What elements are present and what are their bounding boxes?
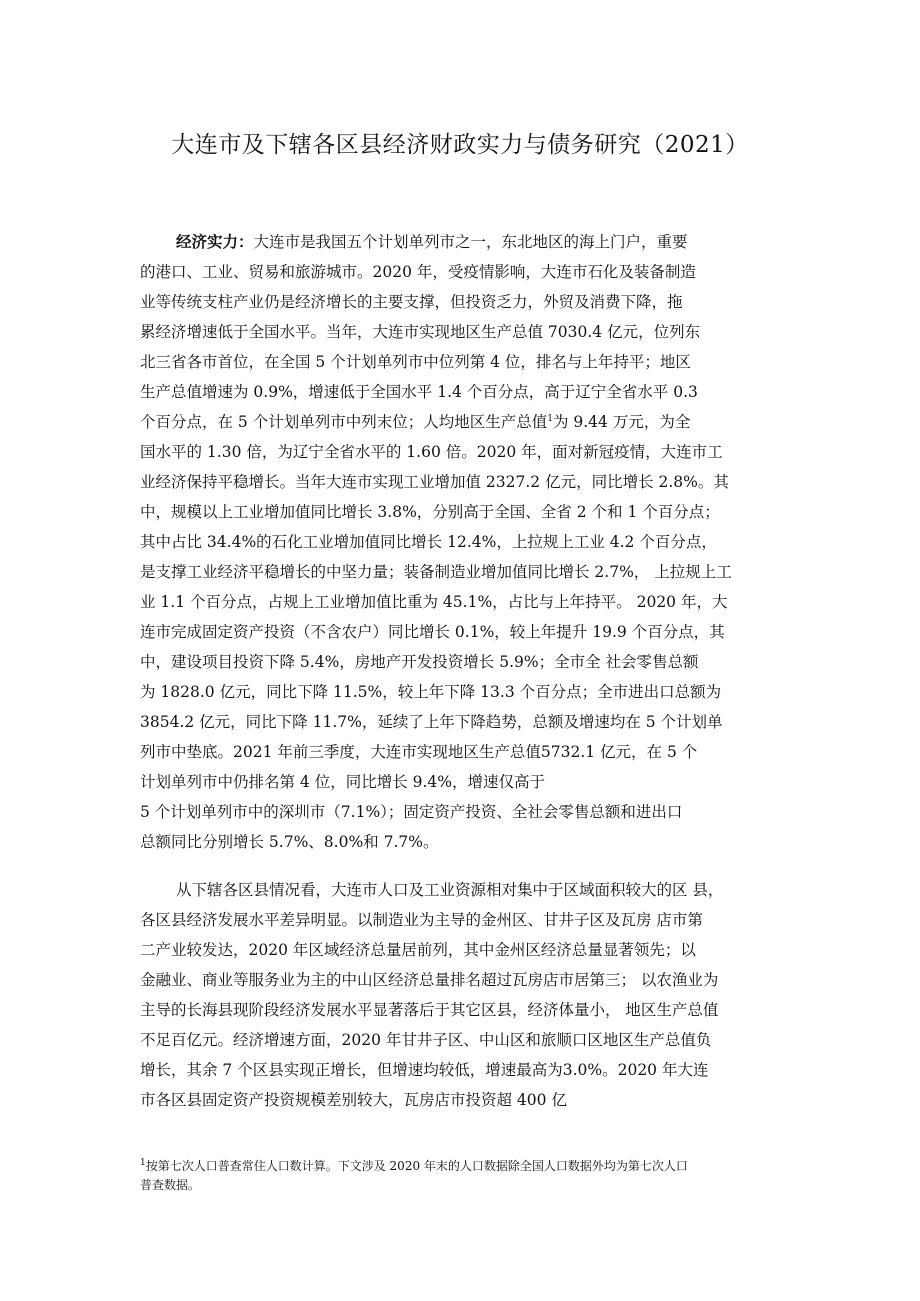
- paragraph-line: 中，建设项目投资下降 5.4%，房地产开发投资增长 5.9%；全市全 社会零售总额: [140, 653, 699, 671]
- paragraph-line: 生产总值增速为 0.9%，增速低于全国水平 1.4 个百分点，高于辽宁全省水平 0.3: [140, 383, 698, 401]
- paragraph-line: 不足百亿元。经济增速方面，2020 年甘井子区、中山区和旅顺口区地区生产总值负: [140, 1031, 712, 1049]
- paragraph-line: 业 1.1 个百分点，占规上工业增加值比重为 45.1%，占比与上年持平。 2020 年，大: [140, 593, 728, 611]
- paragraph-line: 市各区县固定资产投资规模差别较大，瓦房店市投资超 400 亿: [140, 1091, 567, 1109]
- document-title: 大连市及下辖各区县经济财政实力与债务研究（2021）: [171, 132, 749, 158]
- paragraph-line: 北三省各市首位，在全国 5 个计划单列市中位列第 4 位，排名与上年持平；地区: [140, 353, 691, 371]
- paragraph-line: 其中占比 34.4%的石化工业增加值同比增长 12.4%，上拉规上工业 4.2 个百分点，: [140, 533, 717, 551]
- footnote-line: $^1$按第七次人口普查常住人口数计算。下文涉及 2020 年末的人口数据除全国人口数据外均为第七次人口: [140, 1158, 688, 1173]
- paragraph-line: 列市中垫底。2021 年前三季度，大连市实现地区生产总值5732.1 亿元，在 5 个: [140, 743, 698, 761]
- paragraph-line: 总额同比分别增长 5.7%、8.0%和 7.7%。: [140, 833, 439, 851]
- paragraph-line: 是支撑工业经济平稳增长的中坚力量；装备制造业增加值同比增长 2.7%， 上拉规上工: [140, 563, 732, 581]
- paragraph-line: 增长，其余 7 个区县实现正增长，但增速均较低，增速最高为3.0%。2020 年大连: [140, 1061, 709, 1079]
- paragraph-line: 二产业较发达，2020 年区域经济总量居前列，其中金州区经济总量显著领先；以: [140, 941, 696, 959]
- paragraph-line: 经济实力：大连市是我国五个计划单列市之一，东北地区的海上门户，重要: [176, 232, 688, 251]
- paragraph-line: 从下辖各区县情况看，大连市人口及工业资源相对集中于区域面积较大的区 县，: [176, 881, 724, 899]
- paragraph-line: 各区县经济发展水平差异明显。以制造业为主导的金州区、甘井子区及瓦房 店市第: [140, 911, 703, 929]
- paragraph-line: 业经济保持平稳增长。当年大连市实现工业增加值 2327.2 亿元，同比增长 2.8%。其: [140, 473, 729, 491]
- footnote-mark: 1: [140, 1158, 146, 1168]
- paragraph-line: 为 1828.0 亿元，同比下降 11.5%，较上年下降 13.3 个百分点；全市进出口总额为: [140, 683, 722, 701]
- footnote-line: 普查数据。: [140, 1178, 201, 1192]
- paragraph-line: 3854.2 亿元，同比下降 11.7%，延续了上年下降趋势，总额及增速均在 5 个计划单: [140, 713, 723, 731]
- paragraph-line: 主导的长海县现阶段经济发展水平显著落后于其它区县，经济体量小， 地区生产总值: [140, 1001, 719, 1019]
- paragraph-line: 中，规模以上工业增加值同比增长 3.8%，分别高于全国、全省 2 个和 1 个百分点；: [140, 503, 720, 521]
- paragraph-line: 连市完成固定资产投资（不含农户）同比增长 0.1%，较上年提升 19.9 个百分点，其: [140, 623, 725, 641]
- paragraph-line: 累经济增速低于全国水平。当年，大连市实现地区生产总值 7030.4 亿元，位列东: [140, 323, 701, 341]
- footnote-reference: 1: [547, 413, 553, 424]
- lead-label: 经济实力：: [176, 232, 254, 251]
- paragraph-line: 业等传统支柱产业仍是经济增长的主要支撑，但投资乏力，外贸及消费下降，拖: [140, 293, 683, 311]
- paragraph-line: 计划单列市中仍排名第 4 位，同比增长 9.4%，增速仅高于: [140, 773, 546, 791]
- paragraph-line: 国水平的 1.30 倍，为辽宁全省水平的 1.60 倍。2020 年，面对新冠疫情，大连市工: [140, 443, 723, 461]
- paragraph-line: 个百分点，在 5 个计划单列市中列末位；人均地区生产总值$^1$为 9.44 万元，为全: [140, 413, 691, 431]
- paragraph-line: 5 个计划单列市中的深圳市（7.1%）；固定资产投资、全社会零售总额和进出口: [140, 803, 683, 821]
- paragraph-line: 的港口、工业、贸易和旅游城市。2020 年，受疫情影响，大连市石化及装备制造: [140, 263, 696, 281]
- paragraph-line: 金融业、商业等服务业为主的中山区经济总量排名超过瓦房店市居第三； 以农渔业为: [140, 971, 719, 989]
